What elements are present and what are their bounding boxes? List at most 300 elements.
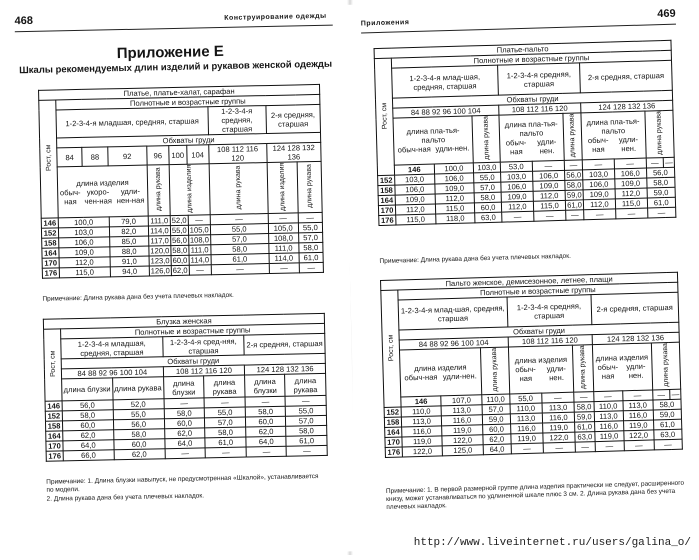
value-cell: — [566,210,584,220]
chest-size: 96 [147,146,169,165]
value-cell: 55,0 [204,407,245,418]
value-cell: 109,0 [59,247,110,258]
value-cell: 119,0 [402,436,443,447]
length-type: укоро-чен-ная [84,187,112,206]
value-cell: 64,0 [165,438,206,449]
value-cell: 58,0 [205,427,246,438]
table-title: Платье-пальто [374,40,671,58]
value-cell: 114,0 [269,253,299,264]
value-cell: 60,0 [113,439,164,450]
sleeve-label: длина рукава [297,161,322,213]
height-cell: 176 [46,451,63,461]
value-cell: 108,0 [268,233,298,244]
group-header: Полнотные и возрастные группы [398,282,678,300]
value-cell: — [532,160,564,171]
value-cell: 57,0 [482,404,510,415]
value-cell: 111,0 [148,216,170,226]
value-cell: 55,0 [210,224,268,235]
value-cell: 61,0 [211,254,269,265]
height-cell: 176 [385,447,402,457]
appendix-title: Приложение Е [116,42,224,63]
group-label: 1-2-3-4-я средняя, старшая [208,106,267,135]
value-cell: 57,0 [286,415,327,426]
table-note: Примечание: Длина рукава дана без учета плечевых накладок. [42,291,234,303]
item-label: длина изделия обыч-ная удли-нен. [508,345,574,394]
value-cell: 119,0 [442,424,483,435]
group-label: 2-я средняя, старшая [591,292,679,324]
value-cell: 106,0 [395,184,435,195]
value-cell: 113,0 [542,402,575,413]
value-cell: 61,0 [653,419,682,430]
value-cell: 55,0 [298,223,322,234]
value-cell: 108,0 [189,235,210,245]
value-cell: — [534,210,566,221]
value-cell: — [189,265,211,275]
height-cell: 158 [378,185,395,195]
value-cell: 113,0 [594,411,623,422]
value-cell: 66,0 [63,450,114,461]
value-cell: 64,0 [246,436,286,447]
table-note: Примечание: 1. В первой размерной группе длина изделия практически не следует, расширенного книзу, может устанавливаться по удлиненной шкале плюс 3 см. 2. Длина рукава дана без учета плечевых накладок. [385,479,685,511]
value-cell: — [299,263,323,274]
value-cell: 103,0 [474,162,501,173]
value-cell: 61,0 [205,437,246,448]
value-cell: 100,0 [434,163,474,174]
value-cell: 109,0 [435,183,475,194]
value-cell: 58,0 [211,244,269,255]
group-header: Полнотные и возрастные группы [391,50,671,68]
value-cell: 115,0 [435,203,475,214]
group-label: 2-я средняя, старшая [244,333,325,355]
value-cell: 110,0 [481,394,509,405]
value-cell: 122,0 [623,430,653,441]
group-label: 1-2-3-4-я млад-шая, средняя, старшая [392,65,499,98]
item-label: длина изделия [169,164,210,216]
height-cell: 170 [385,437,402,447]
value-cell: — [245,396,285,407]
value-cell: 111,0 [189,245,211,255]
value-cell: 120,0 [150,246,170,256]
chest-size-group: 108 112 116 120 [508,335,592,347]
item-label: длина пла-тья-пальто обыч-ная удли-нен. [499,113,565,162]
value-cell: 119,0 [542,422,575,433]
chest-size: 84 [57,147,83,167]
height-cell: 146 [394,164,434,175]
sleeve-label: длина рукава [147,165,170,217]
value-cell: 60,0 [475,202,502,213]
value-cell: — [615,208,647,219]
value-cell: 57,0 [298,233,322,244]
value-cell: — [584,209,616,220]
group-label: 1-2-3-4-я сред-няя, старшая [162,335,244,357]
value-cell: 115,0 [59,267,110,278]
value-cell: 117,0 [150,236,169,246]
height-header: Рост, см [39,100,58,219]
value-cell: 106,0 [59,237,110,248]
length-type: обыч-ная [59,187,81,206]
value-cell: 113,0 [441,404,482,415]
item-label: длина пла-тья-пальто обыч-ная удли-нен. [393,116,474,165]
column-label: длина рукава [112,377,164,400]
dress-length-table [38,84,324,279]
value-cell: 59,0 [653,409,682,420]
length-label: длина изделия обыч-ная укоро-чен-ная удли-нен-ная [57,165,148,218]
value-cell: 58,0 [172,246,188,256]
value-cell: 55,0 [474,172,501,183]
value-cell: — [595,441,624,452]
value-cell: 105,0 [189,225,209,235]
chest-size-group: 108 112 116 120 [163,365,245,377]
value-cell: — [204,397,245,408]
value-cell: 114,0 [190,255,210,265]
value-cell: 53,0 [500,161,532,172]
value-cell: 56,0 [62,400,113,411]
value-cell: 61,0 [575,421,594,432]
value-cell: — [564,160,582,170]
value-cell: 57,0 [210,234,268,245]
group-label: 1-2-3-4-я млад-шая, средняя, старшая [398,297,508,330]
value-cell: 85,0 [109,236,148,247]
height-cell: 176 [379,215,396,225]
value-cell: 79,0 [109,216,148,227]
group-label: 1-2-3-4-я младшая, средняя, старшая [61,337,163,359]
value-cell: 61,0 [567,200,583,210]
value-cell: 112,0 [583,199,615,210]
value-cell: — [614,158,646,169]
group-label: 2-я средняя, старшая [580,60,673,93]
value-cell: — [246,446,286,457]
value-cell: — [543,442,576,453]
value-cell: 56,0 [646,167,675,178]
value-cell: 116,0 [442,414,483,425]
value-cell: 62,0 [164,428,205,439]
value-cell: 88,0 [109,246,148,257]
height-cell: 176 [42,268,59,278]
sleeve-label: длина рукава [573,345,593,392]
value-cell: 123,0 [150,256,170,266]
chest-header: Обхваты груди [399,322,679,340]
value-cell: 57,0 [474,182,501,193]
value-cell: — [285,395,326,406]
value-cell: 116,0 [594,421,623,432]
value-cell: — [654,439,683,450]
chest-size-group: 124 128 132 136 [266,142,321,162]
value-cell: 62,0 [172,266,188,276]
value-cell: 61,0 [286,435,327,446]
value-cell: — [652,389,670,399]
value-cell: 119,0 [511,433,543,444]
height-cell: 170 [42,258,59,268]
value-cell: 110,0 [593,401,622,412]
value-cell: 56,0 [566,170,582,180]
value-cell: 60,0 [164,418,205,429]
item-label: длина пла-тья-пальто обыч-ная удли-нен. [581,111,646,160]
value-cell: — [188,215,210,225]
value-cell: 58,0 [574,401,593,412]
height-cell: 152 [384,407,401,417]
value-cell: — [269,263,299,274]
value-cell: 58,0 [299,243,323,254]
value-cell: 109,0 [395,194,435,205]
sleeve-label: длина рукава [209,163,268,215]
value-cell: 122,0 [542,432,575,443]
value-cell: 122,0 [442,434,483,445]
chest-size-group: 124 128 132 136 [592,332,680,344]
chest-size-group: 124 128 132 136 [245,363,326,375]
value-cell: 58,0 [566,180,582,190]
value-cell: — [205,447,246,458]
value-cell: 63,0 [653,429,682,440]
height-header: Рост, см [381,290,401,407]
value-cell: 59,0 [482,414,510,425]
value-cell: 115,0 [396,214,436,225]
coat-dress-length-table [374,40,677,226]
value-cell: 119,0 [594,431,623,442]
value-cell: — [574,391,593,402]
item-label: длина изделия обыч-ная удли-нен. [399,348,481,397]
height-cell: 164 [42,248,59,258]
height-cell: 146 [41,218,58,228]
value-cell: 58,0 [164,408,205,419]
value-cell: — [624,440,654,451]
running-title: Приложения [360,19,410,28]
value-cell: 94,0 [110,266,149,277]
value-cell: 115,0 [533,200,565,211]
height-cell: 152 [41,228,58,238]
chest-header: Обхваты груди [61,353,325,369]
chest-header: Обхваты груди [392,90,672,108]
value-cell: — [511,443,543,454]
value-cell: 100,0 [58,217,109,228]
height-header: Рост, см [374,58,394,175]
value-cell: 58,0 [62,410,113,421]
value-cell: 113,0 [510,413,542,424]
height-cell: 170 [378,205,395,215]
value-cell: 103,0 [583,169,615,180]
height-cell: 164 [378,195,395,205]
value-cell: 110,0 [510,403,542,414]
value-cell: 63,0 [575,431,594,442]
table-title: Пальто женское, демисезонное, летнее, плащи [381,272,678,290]
value-cell: 125,0 [443,444,484,455]
value-cell: 61,0 [299,253,323,264]
value-cell: 113,0 [401,416,442,427]
running-title: Конструирование одежды [224,12,327,22]
height-cell: 146 [401,396,442,407]
value-cell: — [582,159,614,170]
sleeve-label: длина рукава [651,342,681,390]
value-cell: 55,0 [509,393,541,404]
value-cell: 59,0 [575,411,594,422]
value-cell: — [665,157,673,167]
value-cell: 122,0 [402,446,443,457]
value-cell: 58,0 [646,177,675,188]
value-cell: 118,0 [435,213,475,224]
value-cell: 112,0 [615,188,647,199]
page-number: 468 [14,14,34,28]
value-cell: — [165,448,206,459]
value-cell: — [298,213,322,224]
height-cell: 158 [42,238,59,248]
value-cell: 57,0 [205,417,246,428]
value-cell: 59,0 [566,190,582,200]
group-header: Полнотные и возрастные группы [61,323,325,339]
chest-size-group: 108 112 116 120 [208,144,266,164]
value-cell: 110,0 [401,406,442,417]
right-running-head [360,7,676,34]
column-label: длина блузки [62,378,113,401]
sleeve-label: длина рукава [480,347,509,395]
value-cell: 112,0 [501,201,533,212]
sleeve-label: длина рукава [563,113,582,160]
value-cell: 58,0 [113,429,164,440]
value-cell: 103,0 [500,171,532,182]
value-cell: 52,0 [113,399,164,410]
value-cell: 55,0 [113,409,164,420]
value-cell: — [593,391,622,402]
group-label: 1-2-3-4-я средняя, старшая [497,63,580,95]
value-cell: 60,0 [246,416,286,427]
value-cell: 63,0 [475,212,502,223]
value-cell: 56,0 [172,236,188,246]
value-cell: 58,0 [286,425,327,436]
scale-title: Шкалы рекомендуемых длин изделий и рукавов женской одежды [19,58,333,77]
value-cell: — [622,390,652,401]
value-cell: — [647,207,676,218]
value-cell: 106,0 [532,170,564,181]
value-cell: 112,0 [59,257,110,268]
group-label: 1-2-3-4-я средняя, старшая [507,295,592,327]
value-cell: 109,0 [583,189,615,200]
value-cell: 119,0 [623,420,653,431]
blouse-length-table [43,313,328,462]
item-label: длина изделия обыч-ная удли-нен. [592,343,652,391]
value-cell: 64,0 [483,444,511,455]
value-cell: 62,0 [63,430,114,441]
height-cell: 152 [378,175,395,185]
chest-size-group: 124 128 132 136 [581,100,673,113]
chest-size: 92 [107,146,147,166]
value-cell: — [541,392,574,403]
value-cell: 62,0 [483,434,511,445]
height-cell: 152 [45,411,62,421]
height-header: Рост, см [44,329,63,401]
value-cell: 116,0 [623,410,653,421]
table-title: Блузка женская [43,313,324,329]
value-cell: 59,0 [647,187,676,198]
table-title: Платье, платье-халат, сарафан [39,84,320,100]
value-cell: 82,0 [109,226,148,237]
table-note: Примечание: Длина рукава дана без учета плечевых накладок. [379,252,571,266]
value-cell: 58,0 [653,399,682,410]
column-label: длина рукава [204,375,246,398]
value-cell: 112,0 [435,193,475,204]
column-label: длина блузки [163,376,204,399]
value-cell: 116,0 [542,412,575,423]
value-cell: — [210,214,268,225]
group-label: 1-2-3-4-я младшая, средняя, старшая [56,107,208,138]
value-cell: 91,0 [110,256,149,267]
value-cell: 55,0 [171,226,187,236]
value-cell: 64,0 [63,440,114,451]
value-cell: 103,0 [58,227,109,238]
chest-size-group: 84 88 92 96 100 104 [399,337,508,350]
height-cell: 146 [45,401,62,411]
value-cell: — [286,445,327,456]
item-label: длина изделия [267,162,298,214]
left-running-head [15,11,333,33]
group-header: Полнотные и возрастные группы [56,94,320,110]
value-cell: 112,0 [395,204,435,215]
chest-size-group: 84 88 92 96 100 104 [393,105,499,118]
value-cell: — [646,157,664,167]
value-cell: 62,0 [114,449,165,460]
value-cell: 58,0 [246,406,286,417]
column-label: длина блузки [245,374,286,397]
height-cell: 158 [384,417,401,427]
value-cell: — [211,264,269,275]
value-cell: 61,0 [647,197,676,208]
value-cell: 106,0 [434,173,474,184]
value-cell: 111,0 [269,243,299,254]
value-cell: 105,0 [268,223,298,234]
value-cell: 115,0 [615,198,647,209]
chest-size: 104 [186,145,208,164]
chest-size-group: 108 112 116 120 [498,103,581,115]
value-cell: 103,0 [395,174,435,185]
value-cell: 60,0 [62,420,113,431]
value-cell: 58,0 [474,192,501,203]
value-cell: 126,0 [150,266,170,276]
length-type: удли-нен-ная [116,186,145,205]
value-cell: — [501,211,533,222]
value-cell: 109,0 [533,180,565,191]
sleeve-label: длина рукава [472,115,500,162]
height-cell: 158 [45,421,62,431]
value-cell: — [164,398,205,409]
value-cell: 62,0 [246,426,286,437]
height-cell: 170 [46,441,63,451]
table-note: Примечание: 1. Длина блузки навыпуск, не предусмотренная «Шкалой», устанавливается по модели. [46,473,319,494]
value-cell: 106,0 [501,181,533,192]
value-cell: 60,0 [482,424,510,435]
height-cell: 164 [385,427,402,437]
watermark-url: http://www.liveinternet.ru/users/galina_o/ [413,537,691,549]
value-cell: 56,0 [113,419,164,430]
right-page [342,0,699,560]
table-note: 2. Длина рукава дана без учета плечевых накладок. [46,492,205,503]
value-cell: 106,0 [583,179,615,190]
value-cell: — [671,389,680,399]
value-cell: 60,0 [172,256,188,266]
value-cell: 107,0 [441,394,482,405]
coat-length-table [380,272,683,458]
column-label: длина рукава [285,373,326,396]
value-cell: 106,0 [614,168,646,179]
value-cell: — [268,213,298,224]
sleeve-label: длина рукава [644,110,674,158]
value-cell: 52,0 [171,216,187,226]
chest-size: 88 [82,147,108,167]
value-cell: 116,0 [402,426,443,437]
chest-size-group: 84 88 92 96 100 104 [61,367,163,379]
value-cell: 109,0 [501,191,533,202]
chest-header: Обхваты груди [57,132,321,148]
value-cell: 55,0 [286,405,327,416]
value-cell: 116,0 [510,423,542,434]
value-cell: 114,0 [150,226,169,236]
value-cell: 112,0 [533,190,565,201]
